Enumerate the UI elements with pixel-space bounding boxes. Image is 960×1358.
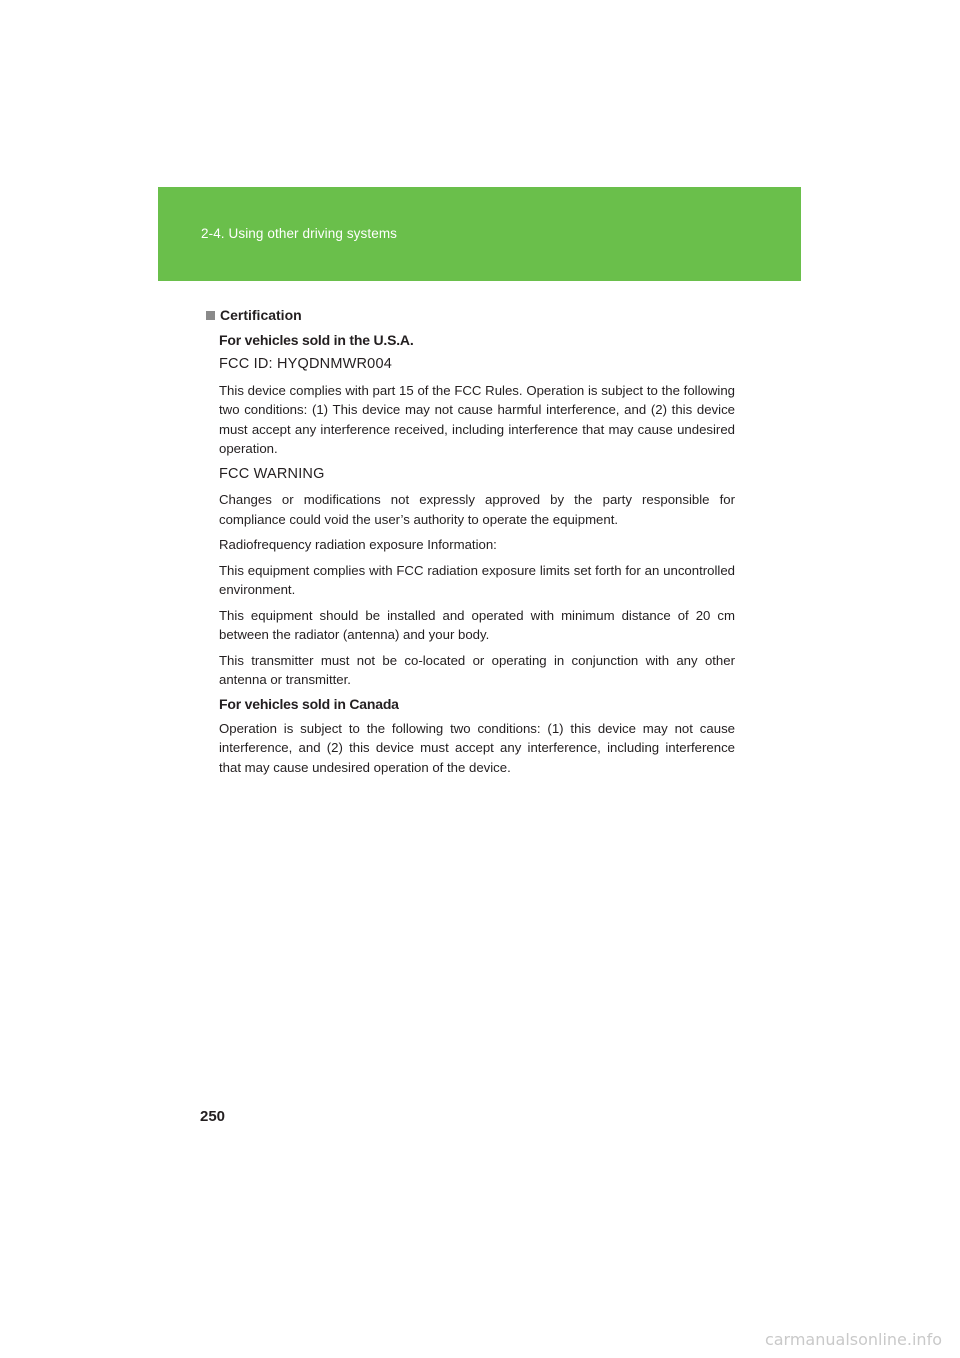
page-number: 250 <box>200 1108 226 1125</box>
rf-limits-paragraph: This equipment complies with FCC radiation exposure limits set forth for an uncontrolled environment. <box>219 562 735 597</box>
rf-colocate-paragraph: This transmitter must not be co-located or operating in conjunction with any other antenna or transmitter. <box>219 652 735 687</box>
certification-heading <box>206 307 735 323</box>
fcc-warning-title: FCC WARNING <box>219 465 325 482</box>
rf-distance-paragraph: This equipment should be installed and operated with minimum distance of 20 cm between the radiator (antenna) and your body. <box>219 607 735 642</box>
watermark: carmanualsonline.info <box>764 1330 942 1349</box>
page-content <box>206 307 735 783</box>
certification-heading-text: Certification <box>220 307 302 323</box>
fcc-id: FCC ID: HYQDNMWR004 <box>219 356 392 372</box>
usa-subhead: For vehicles sold in the U.S.A. <box>219 332 414 348</box>
canada-paragraph: Operation is subject to the following two conditions: (1) this device may not cause interference, and (2) this device must accept any interference, including interference that may cause undesired operation of the device. <box>219 720 735 775</box>
compliance-paragraph: This device complies with part 15 of the FCC Rules. Operation is subject to the following two conditions: (1) This device may not cause harmful interference, and (2) this device must accept any interference received, including interference that may cause undesired operation. <box>219 382 735 456</box>
section-title: 2-4. Using other driving systems <box>201 226 398 241</box>
square-bullet-icon <box>206 311 215 320</box>
section-header-band <box>158 187 801 281</box>
canada-subhead: For vehicles sold in Canada <box>219 695 399 712</box>
certification-body <box>206 332 735 777</box>
fcc-warning-paragraph: Changes or modifications not expressly approved by the party responsible for compliance could void the user’s authority to operate the equipment. <box>219 492 735 527</box>
rf-exposure-title: Radiofrequency radiation exposure Information: <box>219 537 497 552</box>
